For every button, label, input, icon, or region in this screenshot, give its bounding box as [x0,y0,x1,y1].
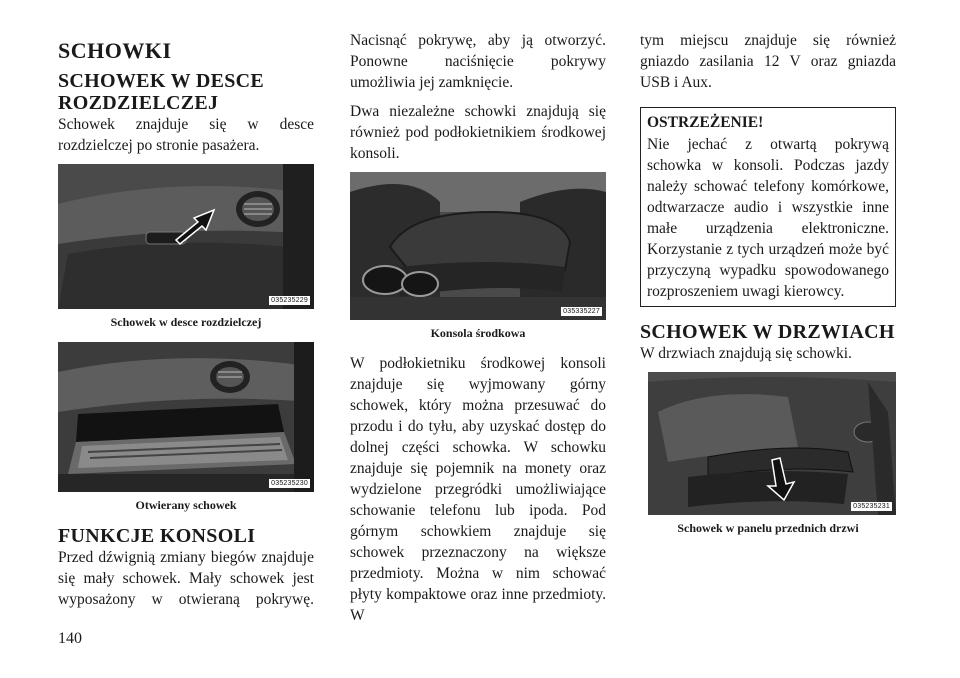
console-text-1: Przed dźwignią zmiany biegów znajduje się mały schowek. Mały schowek jest wyposażony w otwieraną pokrywę. [58,549,314,608]
console-text-2: Dwa niezależne schowki znajdują się również pod podłokietnikiem środkowej konsoli. [350,103,606,162]
page-number: 140 [58,630,82,647]
figure-door-pocket [648,372,896,515]
glovebox-heading: SCHOWEK W DESCE ROZDZIELCZEJ [58,70,265,114]
console-text-3: W podłokietniku środkowej konsoli znajduje się wyjmowany górny schowek, który można przesuwać do przodu i do tyłu, aby uzyskać dostęp do dolnej części schowka. W schowku znajduje się pojemnik na monety oraz wydzielone przegródki umożliwiające schowanie telefonu lub ipoda. Pod górnym schowkiem znajduje się schowek przeznaczony na większe przedmioty. Można w nim schować płyty kompaktowe oraz inne przedmioty. W [350,355,606,624]
console-text-1-continued: Nacisnąć pokrywę, aby ją otworzyć. Ponowne naciśnięcie pokrywy umożliwia jej zamknięcie. [350,32,606,91]
door-heading: SCHOWEK W DRZWIACH [640,321,895,343]
figure-glovebox-closed [58,164,314,309]
glovebox-open-photo [58,342,314,492]
console-heading: FUNKCJE KONSOLI [58,525,256,547]
door-text: W drzwiach znajdują się schowki. [640,345,852,362]
figure-caption: Konsola środkowa [430,326,526,340]
warning-title: OSTRZEŻENIE! [647,114,764,131]
center-console-photo [350,172,606,320]
column-right [640,30,896,548]
figure-code: 035235231 [853,503,890,510]
page-title: SCHOWKI [58,38,172,63]
figure-caption: Schowek w desce rozdzielczej [110,315,262,329]
warning-text: Nie jechać z otwartą pokrywą schowka w konsoli. Podczas jazdy należy schować telefony komórkowe, odtwarzacze audio i wszystkie inne małe urządzenia elektroniczne. Korzystanie z tych urządzeń może być przyczyną wypadku spowodowanego rozproszeniem uwagi kierowcy. [647,136,889,300]
figure-center-console [350,172,606,320]
warning-box [640,107,896,307]
center-console-illustration [350,172,606,320]
glovebox-closed-illustration [58,164,314,309]
figure-glovebox-open [58,342,314,492]
column-middle [350,30,606,634]
glovebox-open-illustration [58,342,314,492]
door-pocket-photo [648,372,896,515]
column-left [58,30,314,617]
figure-code: 035235230 [271,480,308,487]
glovebox-text: Schowek znajduje się w desce rozdzielczej po stronie pasażera. [58,116,314,154]
glovebox-closed-photo [58,164,314,309]
figure-code: 035235229 [271,297,308,304]
figure-code: 035335227 [563,308,600,315]
figure-caption: Schowek w panelu przednich drzwi [677,521,859,535]
console-text-3-continued: tym miejscu znajduje się również gniazdo zasilania 12 V oraz gniazda USB i Aux. [640,32,896,91]
figure-caption: Otwierany schowek [135,498,237,512]
door-pocket-illustration [648,372,896,515]
